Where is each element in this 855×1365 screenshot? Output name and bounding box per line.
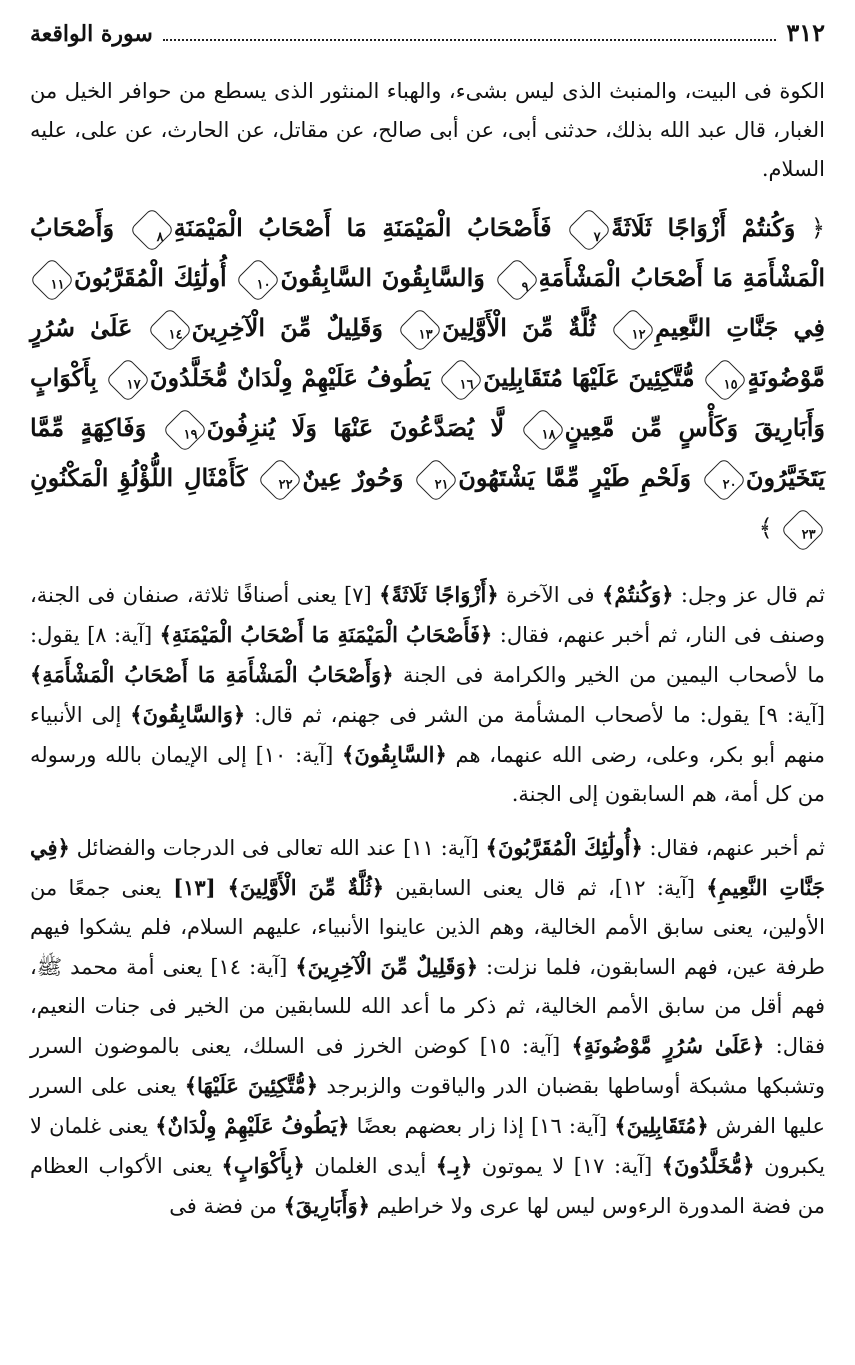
- text-run: [آية: ١٧] لا يموتون: [472, 1154, 662, 1178]
- quran-quote: ﴿بِأَكْوَابٍ﴾: [221, 1153, 305, 1178]
- quran-quote: ﴿وَأَبَارِيقَ﴾: [283, 1193, 370, 1218]
- quran-verses-block: [30, 203, 825, 553]
- verse-text: يَطُوفُ عَلَيْهِمْ وِلْدَانٌ مُّخَلَّدُونَ: [149, 363, 431, 392]
- verse-text: كَأَمْثَالِ اللُّؤْلُؤِ الْمَكْنُونِ: [30, 463, 248, 492]
- verse-number-marker: ٨: [129, 207, 174, 252]
- text-run: [آية: ١٠] إلى الإيمان بالله ورسوله من كل أمة، هم السابقون إلى الجنة.: [30, 743, 825, 806]
- quran-quote: ﴿وَالسَّابِقُونَ﴾: [130, 702, 246, 727]
- verse-number-marker: ٧: [567, 207, 612, 252]
- verse-number-marker: ٢١: [414, 457, 459, 502]
- verse-text: فِي جَنَّاتِ النَّعِيمِ: [655, 313, 825, 342]
- commentary-paragraph-1: [30, 575, 825, 814]
- verse-text: فَأَصْحَابُ الْمَيْمَنَةِ مَا أَصْحَابُ الْمَيْمَنَةِ: [173, 213, 552, 242]
- verse-text: ثُلَّةٌ مِّنَ الْأَوَّلِينَ: [442, 313, 596, 342]
- text-run: من فضة فى: [169, 1194, 284, 1218]
- verse-text: وَفَاكِهَةٍ مِّمَّا يَتَخَيَّرُونَ: [30, 413, 826, 492]
- quran-quote: ﴿ثُلَّةٌ مِّنَ الْأَوَّلِينَ﴾: [227, 875, 385, 900]
- verse-16: [439, 363, 694, 392]
- verse-text: وَكُنتُمْ أَزْوَاجًا ثَلَاثَةً: [611, 213, 796, 242]
- verse-text: مُّتَّكِئِينَ عَلَيْهَا مُتَقَابِلِينَ: [483, 363, 695, 392]
- verse-21: [414, 463, 691, 492]
- quran-quote: ﴿أُولَٰئِكَ الْمُقَرَّبُونَ﴾: [485, 835, 643, 860]
- verse-number-marker: ١٣: [398, 307, 443, 352]
- page-number: ٣١٢: [786, 18, 825, 47]
- text-run: [آية: ٩] يقول: ما لأصحاب المشأمة من الشر فى جهنم، ثم قال:: [245, 703, 825, 727]
- verse-13: [398, 313, 596, 342]
- verse-number-marker: ١٤: [147, 307, 192, 352]
- verse-close-bracket: ﴾: [758, 514, 773, 542]
- verse-number-marker: ١٦: [439, 357, 484, 402]
- text-run: ثم قال عز وجل:: [673, 583, 826, 607]
- verse-12: [611, 313, 825, 342]
- text-run: أيدى الغلمان: [304, 1154, 436, 1178]
- verse-11: [30, 263, 227, 292]
- page-header: [30, 18, 825, 66]
- verse-text: وَالسَّابِقُونَ السَّابِقُونَ: [280, 263, 485, 292]
- verse-text: وَلَحْمِ طَيْرٍ مِّمَّا يَشْتَهُونَ: [458, 463, 692, 492]
- quran-quote: ﴿وَأَصْحَابُ الْمَشْأَمَةِ مَا أَصْحَابُ الْمَشْأَمَةِ﴾: [30, 662, 394, 687]
- text-run: يعنى جمعًا من الأولين، يعنى سابق الأمم الخالية، وهم الذين عاينوا الأنبياء، عليهم السلام، فلم يشكوا فيهم طرفة عين، فهم السابقون، فلما نزلت:: [30, 876, 825, 979]
- text-run: [آية: ٨] يقول: ما لأصحاب اليمين من الخير والكرامة فى الجنة: [30, 623, 825, 687]
- page: [30, 18, 825, 1240]
- verse-text: وَحُورٌ عِينٌ: [302, 463, 404, 492]
- verse-22: [258, 463, 403, 492]
- text-run: يعنى على السرر عليها الفرش: [30, 1074, 825, 1138]
- verse-number-marker: ١١: [29, 257, 74, 302]
- header-dotted-leader: [163, 23, 777, 41]
- text-run: ثم أخبر عنهم، فقال:: [642, 836, 826, 860]
- text-run: [آية: ١٤] يعنى أمة محمد ﷺ، فهم أقل من سابق الأمم الخالية، ثم ذكر ما أعد الله للسابقين من الخير فى جنات النعيم، فقال:: [30, 955, 826, 1058]
- verse-number-marker: ٩: [494, 257, 539, 302]
- quran-quote: ﴿مُتَقَابِلِينَ﴾: [614, 1113, 709, 1138]
- text-run: [آية: ١٥] كوضن الخرز فى السلك، يعنى بالموضون السرر وتشبكها مشبكة أوساطها بقضبان الدر والياقوت والزبرجد: [30, 1034, 825, 1098]
- verse-text: عَلَىٰ سُرُرٍ مَّوْضُونَةٍ: [30, 313, 826, 392]
- verse-number-marker: ٢٢: [258, 457, 303, 502]
- verse-number-marker: ١٩: [162, 407, 207, 452]
- quran-quote: ﴿وَقَلِيلٌ مِّنَ الْآخِرِينَ﴾: [295, 954, 479, 979]
- text-run: [آية: ١٦] إذا زار بعضهم بعضًا: [349, 1114, 615, 1138]
- verse-7: [567, 213, 796, 245]
- text-run: فى الآخرة: [498, 583, 603, 607]
- verse-text: أُولَٰئِكَ الْمُقَرَّبُونَ: [74, 263, 227, 292]
- text-run: يعنى غلمان لا يكبرون: [30, 1114, 826, 1178]
- quran-quote: ﴿عَلَىٰ سُرُرٍ مَّوْضُونَةٍ﴾: [571, 1033, 765, 1058]
- surah-title: سورة الواقعة: [30, 21, 153, 47]
- text-run: إلى الأنبياء منهم أبو بكر، وعلى، رضى الله عنهما، هم: [30, 703, 826, 767]
- quran-quote: ﴿مُّتَّكِئِينَ عَلَيْهَا﴾: [184, 1073, 319, 1098]
- quran-quote: ﴿السَّابِقُونَ﴾: [342, 742, 447, 767]
- verse-number-marker: ٢٣: [780, 507, 825, 552]
- verse-number-marker: ١٠: [236, 257, 281, 302]
- quran-quote: ﴿بِـ﴾: [435, 1153, 473, 1178]
- verse-ref-bold: [١٣]: [161, 875, 228, 900]
- text-run: [٧] يعنى أصنافًا ثلاثة، صنفان فى الجنة، وصنف فى النار، ثم أخبر عنهم، فقال:: [30, 583, 825, 647]
- quran-quote: ﴿فِي جَنَّاتِ النَّعِيمِ﴾: [30, 835, 826, 900]
- verse-19: [163, 413, 505, 442]
- quran-quote: ﴿يَطُوفُ عَلَيْهِمْ وِلْدَانٌ﴾: [155, 1113, 350, 1138]
- quran-quote: ﴿أَزْوَاجًا ثَلَاثَةً﴾: [379, 582, 499, 607]
- text-run: [آية: ١١] عند الله تعالى فى الدرجات والفضائل: [69, 836, 486, 860]
- verse-17: [106, 363, 431, 392]
- quran-quote: ﴿مُّخَلَّدُونَ﴾: [661, 1153, 755, 1178]
- verse-number-marker: ١٧: [105, 357, 150, 402]
- verse-text: بِأَكْوَابٍ وَأَبَارِيقَ وَكَأْسٍ مِّن مَّعِينٍ: [30, 363, 826, 442]
- verse-text: وَأَصْحَابُ الْمَشْأَمَةِ مَا أَصْحَابُ الْمَشْأَمَةِ: [30, 213, 826, 292]
- verse-10: [236, 263, 484, 292]
- text-run: [آية: ١٢]، ثم قال يعنى السابقين: [384, 876, 707, 900]
- commentary-paragraph-2: [30, 828, 825, 1226]
- intro-paragraph: الكوة فى البيت، والمنبث الذى ليس بشىء، والهباء المنثور الذى يسطع من حوافر الخيل من الغبار، قال عبد الله بذلك، حدثنى أبى، عن أبى صالح، عن مقاتل، عن الحارث، عن على، عليه السلام.: [30, 79, 825, 181]
- verse-text: وَقَلِيلٌ مِّنَ الْآخِرِينَ: [191, 313, 383, 342]
- verse-number-marker: ٢٠: [701, 457, 746, 502]
- verse-number-marker: ١٢: [610, 307, 655, 352]
- quran-quote: ﴿فَأَصْحَابُ الْمَيْمَنَةِ مَا أَصْحَابُ الْمَيْمَنَةِ﴾: [159, 622, 493, 647]
- verse-text: لَّا يُصَدَّعُونَ عَنْهَا وَلَا يُنزِفُونَ: [206, 413, 505, 442]
- verse-8: [130, 213, 552, 245]
- verse-number-marker: ١٥: [703, 357, 748, 402]
- verse-number-marker: ١٨: [520, 407, 565, 452]
- verse-14: [148, 313, 383, 342]
- verse-open-bracket: ﴿: [810, 214, 825, 242]
- quran-quote: ﴿وَكُنتُمْ﴾: [602, 582, 674, 607]
- text-run: يعنى الأكواب العظام من فضة المدورة الرءوس ليس لها عرى ولا خراطيم: [30, 1154, 825, 1218]
